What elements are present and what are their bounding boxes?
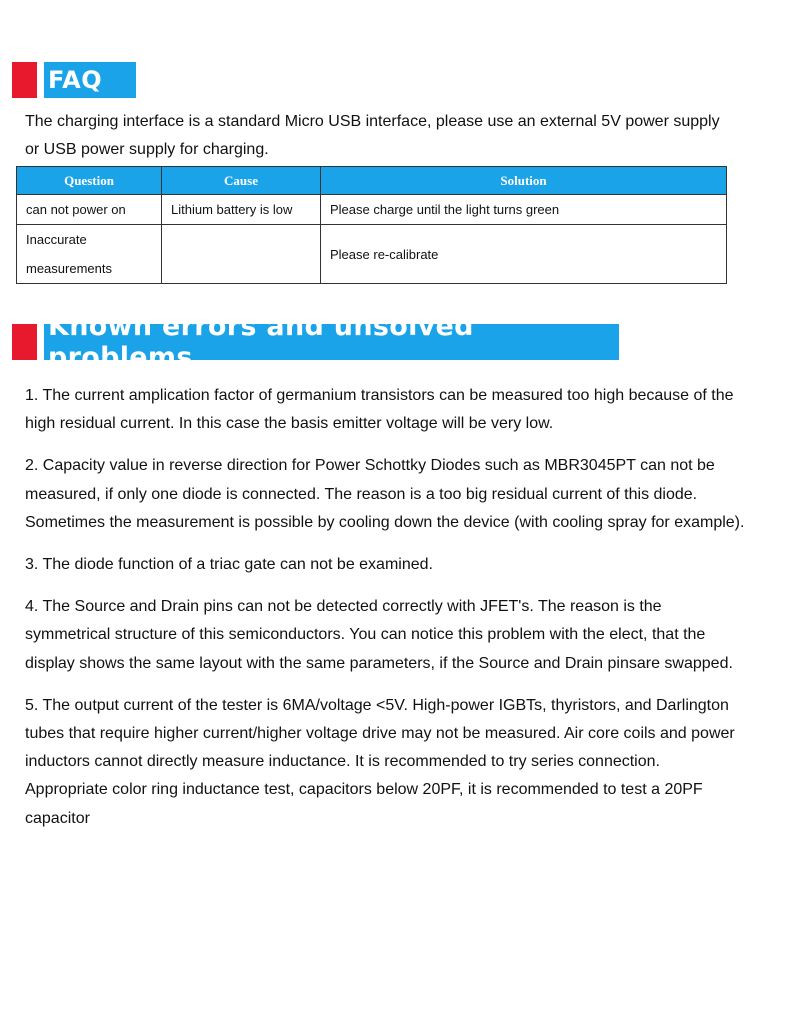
faq-title: FAQ (44, 62, 136, 98)
cell-question: Inaccurate measurements (17, 225, 162, 284)
table-row (17, 225, 727, 284)
faq-section-header (12, 62, 136, 98)
header-cause: Cause (162, 167, 321, 195)
red-marker (12, 324, 37, 360)
list-item: 2. Capacity value in reverse direction for Power Schottky Diodes such as MBR3045PT can not be measured, if only one diode is connected. The reason is a too big residual current of this diode. Sometimes the measurement is possible by cooling down the device (with cooling spray for example). (25, 457, 745, 531)
faq-table (16, 166, 727, 284)
header-solution: Solution (321, 167, 727, 195)
cell-cause (162, 225, 321, 284)
header-question: Question (17, 167, 162, 195)
cell-question: can not power on (17, 195, 162, 225)
list-item: 4. The Source and Drain pins can not be detected correctly with JFET's. The reason is the symmetrical structure of this semiconductors. You can notice this problem with the elect, that the display shows the same layout with the same parameters, if the Source and Drain pinsare swapped. (25, 598, 733, 672)
known-errors-title: Known errors and unsolved problems (44, 324, 619, 360)
table-header-row (17, 167, 727, 195)
red-marker (12, 62, 37, 98)
list-item: 1. The current amplication factor of germanium transistors can be measured too high because of the high residual current. In this case the basis emitter voltage will be very low. (25, 387, 734, 433)
faq-intro: The charging interface is a standard Micro USB interface, please use an external 5V power supply or USB power supply for charging. (25, 113, 720, 158)
cell-cause: Lithium battery is low (162, 195, 321, 225)
cell-solution: Please re-calibrate (321, 225, 727, 284)
cell-solution: Please charge until the light turns green (321, 195, 727, 225)
known-errors-section-header (12, 311, 619, 373)
table-row (17, 195, 727, 225)
problems-list (25, 382, 745, 847)
list-item: 5. The output current of the tester is 6MA/voltage <5V. High-power IGBTs, thyristors, and Darlington tubes that require higher current/higher voltage drive may not be measured. Air core coils and power inductors cannot directly measure inductance. It is recommended to try series connection. Appropriate color ring inductance test, capacitors below 20PF, it is recommended to test a 20PF capacitor (25, 696, 735, 827)
list-item: 3. The diode function of a triac gate can not be examined. (25, 556, 433, 574)
